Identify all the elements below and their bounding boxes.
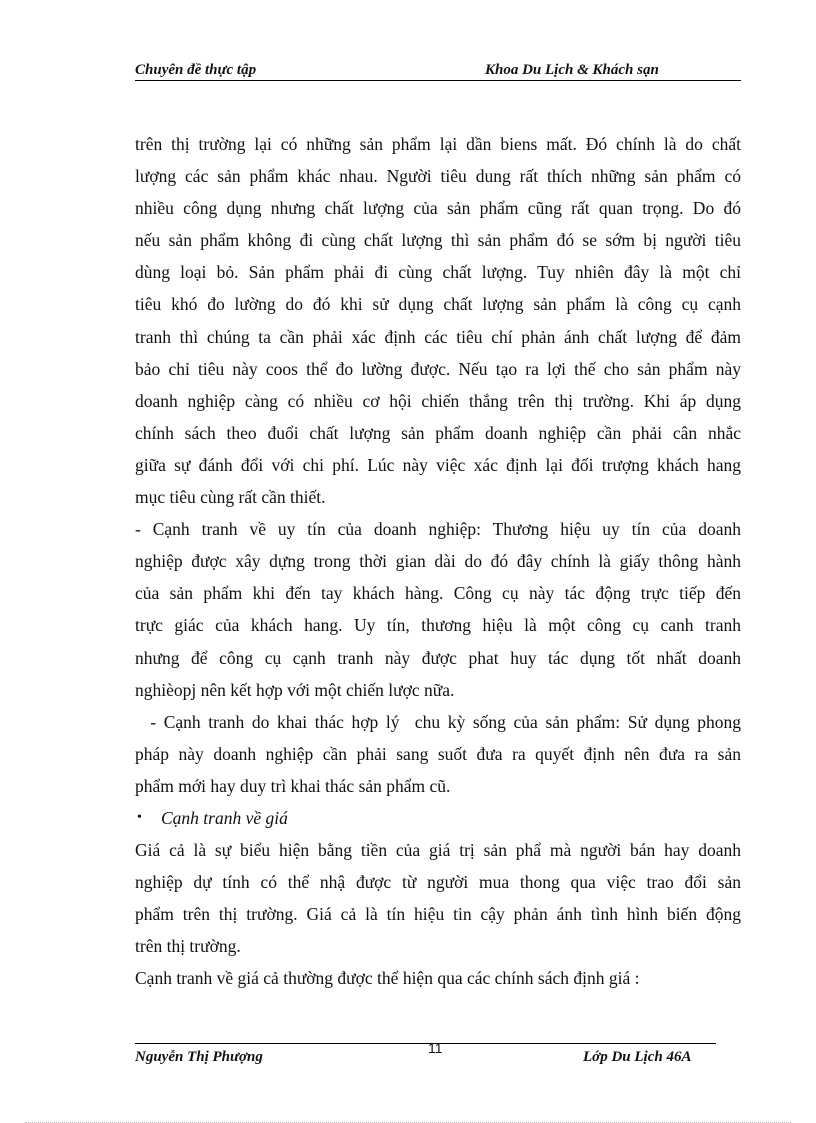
body-text [135, 128, 741, 995]
text-line: phẩm trên thị trường. Giá cả là tín hiệu tin cậy phản ánh tình hình biến động [135, 904, 741, 925]
footer-left: Nguyễn Thị Phượng [135, 1049, 263, 1065]
text-line: nghiệp được xây dựng trong thời gian dài do đó đây chính là giấy thông hành [135, 551, 741, 572]
text-line: chính sách theo đuổi chất lượng sản phẩm doanh nghiệp cần phải cân nhắc [135, 422, 741, 443]
bullet-text: Cạnh tranh về giá [161, 807, 288, 828]
page-number: 11 [428, 1040, 443, 1056]
text-line: nếu sản phẩm không đi cùng chất lượng thì sản phẩm đó se sớm bị người tiêu [135, 230, 741, 251]
text-line: giữa sự đánh đổi với chi phí. Lúc này việc xác định lại đối trượng khách hang [135, 454, 741, 475]
text-line: dùng loại bỏ. Sản phẩm phải đi cùng chất lượng. Tuy nhiên đây là một chỉ [135, 262, 741, 283]
text-line: trên thị trường lại có những sản phẩm lại dần biens mất. Đó chính là do chất [135, 134, 741, 154]
text-line: tiêu khó đo lường do đó khi sử dụng chất lượng sản phẩm là công cụ cạnh [135, 294, 741, 315]
header-right: Khoa Du Lịch & Khách sạn [485, 62, 659, 78]
text-line: - Cạnh tranh về uy tín của doanh nghiệp: Thương hiệu uy tín của doanh [135, 519, 741, 540]
text-line: phẩm mới hay duy trì khai thác sản phẩm cũ. [135, 775, 451, 796]
footer-right: Lớp Du Lịch 46A [583, 1049, 692, 1065]
text-line: lượng các sản phẩm khác nhau. Người tiêu dung rất thích những sản phẩm có [135, 166, 741, 187]
footer-rule [135, 1043, 716, 1044]
page-header [135, 58, 741, 81]
text-line: trên thị trường. [135, 936, 241, 957]
text-line: nhưng để công cụ cạnh tranh này được phat huy tác dụng tốt nhất doanh [135, 647, 741, 668]
text-line: doanh nghiệp càng có nhiều cơ hội chiến thắng trên thị trường. Khi áp dụng [135, 390, 741, 411]
bullet-icon: • [137, 809, 142, 825]
text-line: mục tiêu cùng rất cần thiết. [135, 487, 326, 508]
text-line: - Cạnh tranh do khai thác hợp lý chu kỳ sống của sản phẩm: Sử dụng phong [135, 711, 741, 732]
text-line: nghièopj nên kết hợp với một chiến lược nữa. [135, 679, 455, 700]
text-line: Cạnh tranh về giá cả thường được thể hiện qua các chính sách định giá : [135, 968, 640, 989]
text-line: của sản phẩm khi đến tay khách hàng. Công cụ này tác động trực tiếp đến [135, 583, 741, 604]
bullet-item [135, 802, 741, 834]
text-line: pháp này doanh nghiệp cần phải sang suốt đưa ra quyết định nên đưa ra sản [135, 743, 741, 764]
header-left: Chuyên đề thực tập [135, 62, 257, 78]
text-line: bảo chỉ tiêu này coos thể đo lường được. Nếu tạo ra lợi thế cho sản phẩm này [135, 358, 741, 379]
text-line: tranh thì chúng ta cần phải xác định các tiêu chí phản ánh chất lượng để đảm [135, 326, 741, 347]
text-line: nghiệp dự tính có thể nhậ được từ người mua thong qua việc trao đổi sản [135, 872, 741, 893]
text-line: nhiều công dụng nhưng chất lượng của sản phẩm cũng rất quan trọng. Do đó [135, 198, 741, 219]
text-line: trực giác của khách hang. Uy tín, thương hiệu là một công cụ canh tranh [135, 615, 741, 636]
text-line: Giá cả là sự biểu hiện bằng tiền của giá trị sản phẩ mà người bán hay doanh [135, 840, 741, 861]
